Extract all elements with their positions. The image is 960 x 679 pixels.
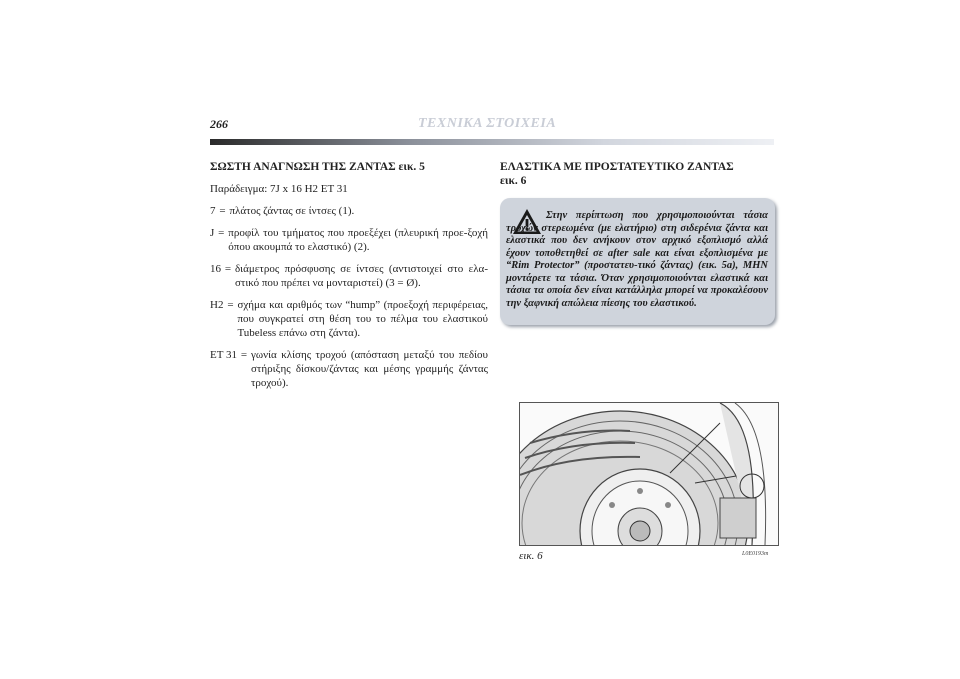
- left-column: [210, 160, 488, 398]
- rim-reading-heading: ΣΩΣΤΗ ΑΝΑΓΝΩΣΗ ΤΗΣ ΖΑΝΤΑΣ εικ. 5: [210, 161, 425, 173]
- item-text: γωνία κλίσης τροχού (απόσταση μεταξύ του πεδίου στήριξης δίσκου/ζάντας και μέσης γραμμής ζάντας τροχού).: [251, 349, 488, 389]
- warning-box: [500, 198, 775, 325]
- tire-drawing: [520, 403, 778, 545]
- item-key: 7: [210, 205, 216, 217]
- right-column: [500, 160, 775, 188]
- rim-protector-heading: ΕΛΑΣΤΙΚΑ ΜΕ ΠΡΟΣΤΑΤΕΥΤΙΚΟ ΖΑΝΤΑΣ: [500, 161, 734, 173]
- list-item: J = προφίλ του τμήματος που προεξέχει (πλευρική προε-ξοχή όπου ακουμπά το ελαστικό) (2).: [210, 227, 488, 253]
- figure-code: L0E0193m: [742, 551, 769, 557]
- figure-caption: εικ. 6: [519, 550, 543, 562]
- item-text: σχήμα και αριθμός των “hump” (προεξοχή περιφέρειας, που συγκρατεί στη θέση του το πέλμα του ελαστικού Tubeless επάνω στη ζάντα).: [237, 299, 488, 339]
- item-text: προφίλ του τμήματος που προεξέχει (πλευρική προε-ξοχή όπου ακουμπά το ελαστικό) (2).: [228, 227, 488, 253]
- list-item: ET 31 = γωνία κλίσης τροχού (απόσταση μεταξύ του πεδίου στήριξης δίσκου/ζάντας και μέσης γραμμής ζάντας τροχού).: [210, 349, 488, 389]
- section-title: ΤΕΧΝΙΚΑ ΣΤΟΙΧΕΙΑ: [418, 116, 557, 131]
- item-key: ET 31: [210, 349, 237, 361]
- item-text: πλάτος ζάντας σε ίντσες (1).: [229, 205, 355, 217]
- page-number: 266: [210, 117, 228, 131]
- item-text: διάμετρος πρόσφυσης σε ίντσες (αντιστοιχεί στο ελα-στικό που πρέπει να μονταριστεί) (3 = Ø).: [235, 263, 488, 289]
- header-divider: [210, 139, 774, 145]
- list-item: 7 = πλάτος ζάντας σε ίντσες (1).: [210, 204, 488, 218]
- rim-protector-figref: εικ. 6: [500, 175, 527, 187]
- item-key: 16: [210, 263, 221, 275]
- tire-illustration: [519, 402, 779, 546]
- item-key: J: [210, 227, 215, 239]
- list-item: H2 = σχήμα και αριθμός των “hump” (προεξοχή περιφέρειας, που συγκρατεί στη θέση του το πέλμα του ελαστικού Tubeless επάνω στη ζάντα).: [210, 299, 488, 339]
- list-item: 16 = διάμετρος πρόσφυσης σε ίντσες (αντιστοιχεί στο ελα-στικό που πρέπει να μονταριστεί) (3 = Ø).: [210, 263, 488, 289]
- warning-text: Στην περίπτωση που χρησιμοποιούνται τάσια τροχών στερεωμένα (με ελατήριο) στη σιδερένια ζάντα και ελαστικά που δεν ανήκουν στον αρχικό εξοπλισμό αλλά έχουν τοποθετηθεί σε after sale και είναι εξοπλισμένα με “Rim Protector” (προστατευ-τικό ζάντας) (εικ. 5a), ΜΗΝ μοντάρετε τα τάσια. Όταν χρησιμοποιούνται ελαστικά και τάσια τα οποία δεν είναι κατάλληλα μπορεί να προκαλέσουν την ξαφνική απώλεια πίεσης του ελαστικού.: [506, 210, 768, 309]
- item-key: H2: [210, 299, 224, 311]
- rim-example: Παράδειγμα: 7J x 16 H2 ET 31: [210, 183, 348, 195]
